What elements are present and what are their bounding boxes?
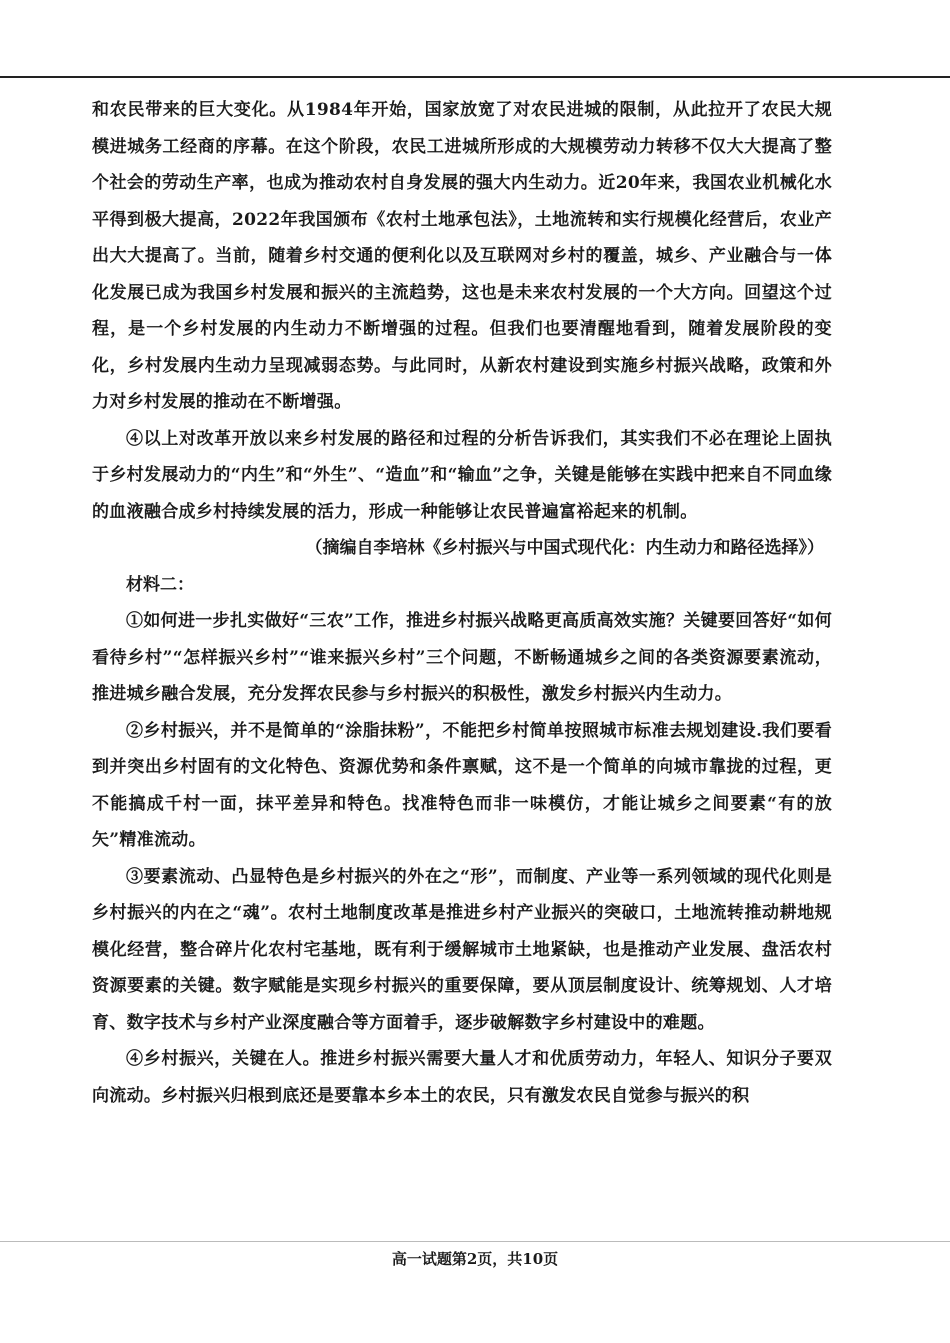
material-two-paragraph-2: ②乡村振兴，并不是简单的“涂脂抹粉”，不能把乡村简单按照城市标准去规划建设.我们要看到并突出乡村固有的文化特色、资源优势和条件禀赋，这不是一个简单的向城市靠拢的过程，更不能搞成千村一面，抹平差异和特色。找准特色而非一味模仿，才能让城乡之间要素“有的放矢”精准流动。 — [92, 720, 832, 850]
material-one-source-citation: （摘编自李培林《乡村振兴与中国式现代化：内生动力和路径选择》） — [305, 538, 824, 558]
material-one-paragraph-3-continued: 和农民带来的巨大变化。从1984年开始，国家放宽了对农民进城的限制，从此拉开了农民大规模进城务工经商的序幕。在这个阶段，农民工进城所形成的大规模劳动力转移不仅大大提高了整个社会的劳动生产率，也成为推动农村自身发展的强大内生动力。近20年来，我国农业机械化水平得到极大提高，2022年我国颁布《农村土地承包法》，土地流转和实行规模化经营后，农业产出大大提高了。当前，随着乡村交通的便利化以及互联网对乡村的覆盖，城乡、产业融合与一体化发展已成为我国乡村发展和振兴的主流趋势，这也是未来农村发展的一个大方向。回望这个过程，是一个乡村发展的内生动力不断增强的过程。但我们也要清醒地看到，随着发展阶段的变化，乡村发展内生动力呈现减弱态势。与此同时，从新农村建设到实施乡村振兴战略，政策和外力对乡村发展的推动在不断增强。 — [92, 100, 832, 412]
bottom-border-line — [0, 1241, 950, 1242]
material-two-heading: 材料二： — [126, 574, 194, 595]
material-one-paragraph-4: ④以上对改革开放以来乡村发展的路径和过程的分析告诉我们，其实我们不必在理论上固执于乡村发展动力的“内生”和“外生”、“造血”和“输血”之争，关键是能够在实践中把来自不同血缘的血液融合成乡村持续发展的活力，形成一种能够让农民普遍富裕起来的机制。 — [92, 428, 832, 522]
exam-page-body — [92, 92, 832, 1114]
page-number-footer: 高一试题第2页，共10页 — [391, 1250, 559, 1268]
material-two-paragraph-1: ①如何进一步扎实做好“三农”工作，推进乡村振兴战略更高质高效实施？关键要回答好“如何看待乡村”“怎样振兴乡村”“谁来振兴乡村”三个问题，不断畅通城乡之间的各类资源要素流动，推进城乡融合发展，充分发挥农民参与乡村振兴的积极性，激发乡村振兴内生动力。 — [92, 611, 832, 704]
material-two-paragraph-3: ③要素流动、凸显特色是乡村振兴的外在之“形”，而制度、产业等一系列领域的现代化则是乡村振兴的内在之“魂”。农村土地制度改革是推进乡村产业振兴的突破口，土地流转推动耕地规模化经营，整合碎片化农村宅基地，既有利于缓解城市土地紧缺，也是推动产业发展、盘活农村资源要素的关键。数字赋能是实现乡村振兴的重要保障，要从顶层制度设计、统筹规划、人才培育、数字技术与乡村产业深度融合等方面着手，逐步破解数字乡村建设中的难题。 — [92, 866, 832, 1033]
top-border-line — [0, 76, 950, 78]
material-two-paragraph-4: ④乡村振兴，关键在人。推进乡村振兴需要大量人才和优质劳动力，年轻人、知识分子要双向流动。乡村振兴归根到底还是要靠本乡本土的农民，只有激发农民自觉参与振兴的积 — [92, 1049, 832, 1106]
